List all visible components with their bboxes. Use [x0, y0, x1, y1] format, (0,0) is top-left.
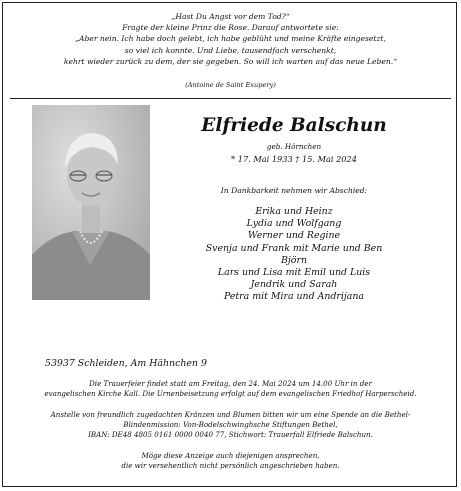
- quote-attribution: (Antoine de Saint Exupery): [185, 81, 276, 89]
- list-item: Svenja und Frank mit Marie und Ben: [205, 242, 383, 254]
- life-dates: * 17. Mai 1933 † 15. Mai 2024: [231, 154, 357, 164]
- list-item: Lars und Lisa mit Emil und Luis: [217, 267, 371, 279]
- list-item: Björn: [281, 254, 307, 266]
- divider-line: [10, 98, 451, 99]
- list-item: Lydia und Wolfgang: [246, 218, 342, 230]
- deceased-name: Elfriede Balschun: [201, 115, 387, 136]
- quote-line: „Hast Du Angst vor dem Tod?“: [171, 12, 290, 21]
- donation-line: Blindenmission: Von-Bodelschwinghsche Stiftungen Bethel,: [123, 420, 338, 430]
- donation-info: [10, 410, 451, 441]
- donation-line: Anstelle von freundlich zugedachten Kränzen und Blumen bitten wir um eine Spende an die Bethel-: [50, 410, 411, 419]
- funeral-info: [10, 379, 451, 399]
- quote-line: Fragte der kleine Prinz die Rose. Darauf antwortete sie:: [122, 23, 339, 33]
- quote-line: so viel ich konnte. Und Liebe, tausendfach verschenkt,: [124, 45, 337, 55]
- portrait-photo: [32, 105, 150, 300]
- funeral-line: Die Trauerfeier findet statt am Freitag, den 24. Mai 2024 um 14.00 Uhr in der: [89, 379, 372, 388]
- closing-line: Möge diese Anzeige auch diejenigen ansprechen,: [141, 451, 320, 460]
- list-item: Erika und Heinz: [255, 206, 333, 217]
- closing-line: die wir versehentlich nicht persönlich angeschrieben haben.: [121, 461, 340, 471]
- quote-line: kehrt wieder zurück zu dem, der sie gegeben. So will ich warten auf das neue Leben.“: [63, 56, 398, 66]
- maiden-name: geb. Hörnchen: [266, 142, 322, 151]
- address: 53937 Schleiden, Am Hähnchen 9: [45, 358, 207, 369]
- donation-line: IBAN: DE48 4805 0161 0000 0040 77, Stichwort: Trauerfall Elfriede Balschun.: [88, 430, 373, 440]
- funeral-line: evangelischen Kirche Kall. Die Urnenbeisetzung erfolgt auf dem evangelischen Friedhof Harperscheid.: [44, 389, 417, 399]
- list-item: Jendrik und Sarah: [250, 279, 338, 291]
- list-item: Werner und Regine: [247, 230, 341, 242]
- quote-block: [10, 11, 451, 67]
- quote-line: „Aber nein. Ich habe doch gelebt, ich habe geblüht und meine Kräfte eingesetzt,: [75, 34, 386, 44]
- closing-note: [10, 451, 451, 471]
- mourners-list: [168, 206, 420, 304]
- list-item: Petra mit Mira und Andrijana: [223, 291, 364, 303]
- thanks-line: In Dankbarkeit nehmen wir Abschied:: [220, 186, 368, 195]
